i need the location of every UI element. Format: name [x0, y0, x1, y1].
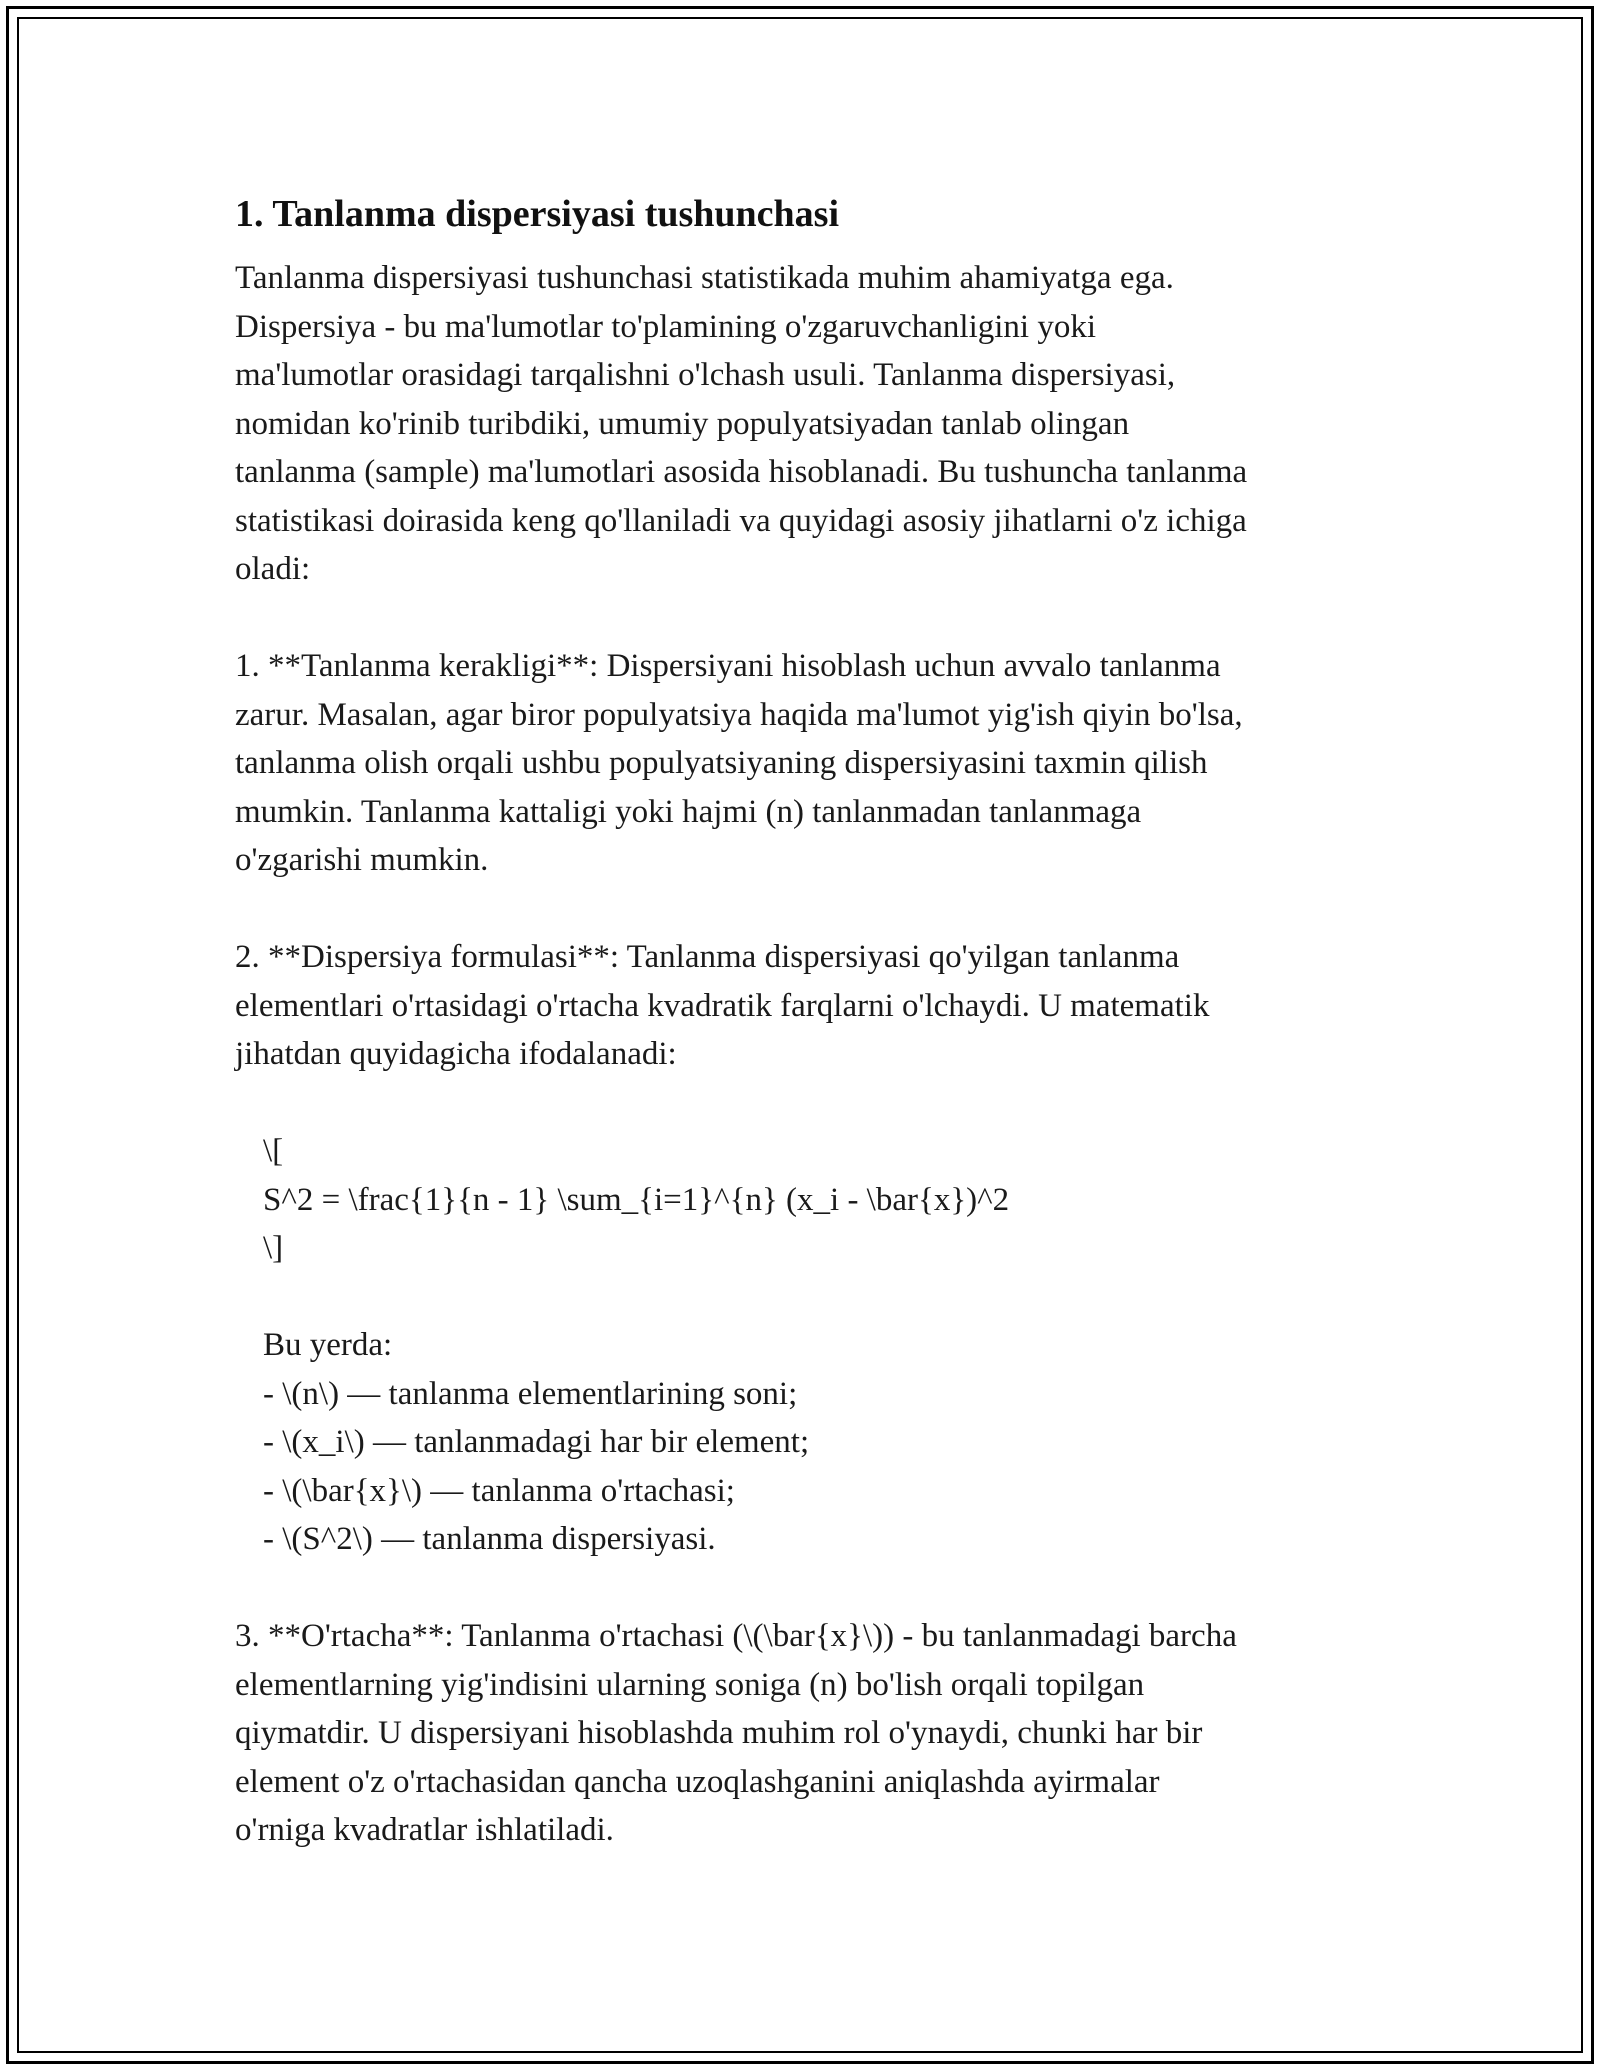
spacer [235, 1079, 1385, 1128]
intro-paragraph: Tanlanma dispersiyasi tushunchasi statistikada muhim ahamiyatga ega. Dispersiya - bu ma'lumotlar to'plamining o'zgaruvchanligini yoki ma'lumotlar orasidagi tarqalishni o'lchash usuli. Tanlanma dispersiyasi, nomidan ko'rinib turibdiki, umumiy populyatsiyadan tanlab olingan tanlanma (sample) ma'lumotlari asosida hisoblanadi. Bu tushuncha tanlanma statistikasi doirasida keng qo'llaniladi va quyidagi asosiy jihatlarni o'z ichiga oladi: [235, 260, 1248, 587]
spacer [235, 594, 1385, 643]
list-item-ortacha: 3. **O'rtacha**: Tanlanma o'rtachasi (\(\bar{x}\)) - bu tanlanmadagi barcha elementlarning yig'indisini ularning soniga (n) bo'lish orqali topilgan qiymatdir. U dispersiyani hisoblashda muhim rol o'ynaydi, chunki har bir element o'z o'rtachasidan qancha uzoqlashganini aniqlashda ayirmalar o'rniga kvadratlar ishlatiladi. [235, 1618, 1237, 1848]
spacer [235, 1564, 1385, 1613]
spacer [235, 1273, 1385, 1322]
spacer [235, 885, 1385, 934]
section-heading: 1. Tanlanma dispersiyasi tushunchasi [235, 193, 840, 235]
list-item-tanlanma-kerakligi: 1. **Tanlanma kerakligi**: Dispersiyani hisoblash uchun avvalo tanlanma zarur. Masalan, agar biror populyatsiya haqida ma'lumot yig'ish qiyin bo'lsa, tanlanma olish orqali ushbu populyatsiyaning dispersiyasini taxmin qilish mumkin. Tanlanma kattaligi yoki hajmi (n) tanlanmadan tanlanmaga o'zgarishi mumkin. [235, 648, 1243, 878]
definitions-list: Bu yerda: - \(n\) — tanlanma elementlarining soni; - \(x_i\) — tanlanmadagi har bir element; - \(\bar{x}\) — tanlanma o'rtachasi; - \(S^2\) — tanlanma dispersiyasi. [263, 1327, 810, 1557]
list-item-dispersiya-formulasi: 2. **Dispersiya formulasi**: Tanlanma dispersiyasi qo'yilgan tanlanma elementlari o'rtasidagi o'rtacha kvadratik farqlarni o'lchaydi. U matematik jihatdan quyidagicha ifodalanadi: [235, 939, 1210, 1072]
document-body [235, 186, 1385, 1855]
formula-block: \[ S^2 = \frac{1}{n - 1} \sum_{i=1}^{n} (x_i - \bar{x})^2 \] [263, 1133, 1010, 1266]
